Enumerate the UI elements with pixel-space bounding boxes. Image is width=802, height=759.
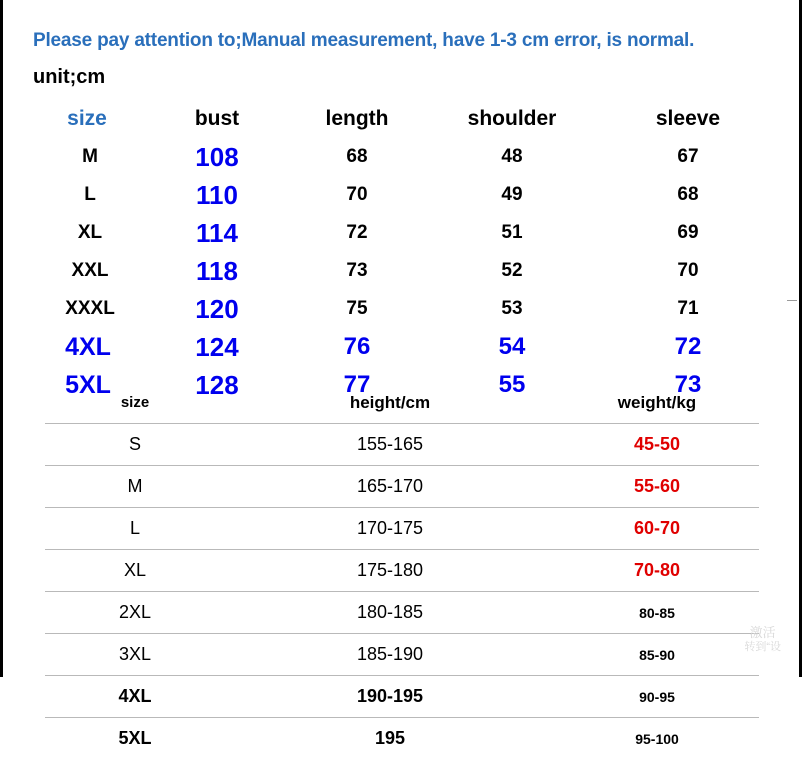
table-row <box>27 214 779 252</box>
cell-height: 155-165 <box>225 424 555 466</box>
cell-sleeve: 71 <box>597 290 779 328</box>
cell-size: M <box>45 466 225 508</box>
cell-shoulder: 49 <box>427 176 597 214</box>
cell-size: 5XL <box>45 718 225 759</box>
cell-shoulder: 51 <box>427 214 597 252</box>
cell-length: 76 <box>287 328 427 366</box>
watermark-line-1: 激活 <box>744 625 781 640</box>
watermark <box>744 625 781 655</box>
cell-size: 4XL <box>27 328 147 366</box>
cell-bust: 124 <box>147 328 287 366</box>
cell-size: XXL <box>27 252 147 290</box>
cell-shoulder: 48 <box>427 138 597 176</box>
cell-height: 190-195 <box>225 676 555 718</box>
cell-sleeve: 68 <box>597 176 779 214</box>
header-shoulder: shoulder <box>427 100 597 138</box>
table-row <box>45 634 759 676</box>
cell-weight: 70-80 <box>555 550 759 592</box>
cell-sleeve: 67 <box>597 138 779 176</box>
cell-size: S <box>45 424 225 466</box>
cell-bust: 128 <box>147 366 287 404</box>
cell-size: M <box>27 138 147 176</box>
cell-length: 75 <box>287 290 427 328</box>
cell-size: XL <box>27 214 147 252</box>
cell-weight: 90-95 <box>555 676 759 718</box>
header-weight: weight/kg <box>555 382 759 424</box>
cell-bust: 108 <box>147 138 287 176</box>
cell-sleeve: 73 <box>597 366 779 404</box>
body-size-table <box>45 382 759 759</box>
header-bust: bust <box>147 100 287 138</box>
cell-weight: 80-85 <box>555 592 759 634</box>
cell-shoulder: 52 <box>427 252 597 290</box>
table-row <box>27 290 779 328</box>
table-row <box>27 328 779 366</box>
cell-length: 72 <box>287 214 427 252</box>
cell-shoulder: 53 <box>427 290 597 328</box>
cell-size: XL <box>45 550 225 592</box>
cell-height: 185-190 <box>225 634 555 676</box>
edge-tick-mark <box>787 300 797 301</box>
table-row <box>27 176 779 214</box>
cell-length: 77 <box>287 366 427 404</box>
cell-bust: 114 <box>147 214 287 252</box>
header-size: size <box>27 100 147 138</box>
measurement-notice: Please pay attention to;Manual measurement, have 1-3 cm error, is normal. <box>33 30 694 52</box>
table-header-row <box>45 382 759 424</box>
header-size: size <box>45 382 225 424</box>
watermark-line-2: 转到“设 <box>744 640 781 655</box>
table-row <box>27 252 779 290</box>
cell-weight: 45-50 <box>555 424 759 466</box>
cell-height: 170-175 <box>225 508 555 550</box>
table-row <box>45 550 759 592</box>
table-row <box>45 508 759 550</box>
table-row <box>45 466 759 508</box>
cell-sleeve: 69 <box>597 214 779 252</box>
cell-weight: 60-70 <box>555 508 759 550</box>
cell-bust: 120 <box>147 290 287 328</box>
cell-bust: 110 <box>147 176 287 214</box>
cell-shoulder: 55 <box>427 366 597 404</box>
cell-length: 70 <box>287 176 427 214</box>
cell-weight: 85-90 <box>555 634 759 676</box>
unit-label: unit;cm <box>33 66 105 89</box>
cell-height: 175-180 <box>225 550 555 592</box>
cell-height: 180-185 <box>225 592 555 634</box>
table-row <box>45 424 759 466</box>
table-row <box>45 676 759 718</box>
table-header-row <box>27 100 779 138</box>
header-height: height/cm <box>225 382 555 424</box>
cell-bust: 118 <box>147 252 287 290</box>
cell-size: 2XL <box>45 592 225 634</box>
cell-weight: 55-60 <box>555 466 759 508</box>
cell-weight: 95-100 <box>555 718 759 759</box>
cell-shoulder: 54 <box>427 328 597 366</box>
cell-size: L <box>27 176 147 214</box>
table-row <box>27 138 779 176</box>
cell-height: 195 <box>225 718 555 759</box>
cell-size: 3XL <box>45 634 225 676</box>
table-row <box>45 592 759 634</box>
cell-length: 73 <box>287 252 427 290</box>
cell-sleeve: 72 <box>597 328 779 366</box>
cell-size: L <box>45 508 225 550</box>
garment-measurement-table <box>27 100 779 404</box>
cell-size: 4XL <box>45 676 225 718</box>
header-sleeve: sleeve <box>597 100 779 138</box>
header-length: length <box>287 100 427 138</box>
cell-height: 165-170 <box>225 466 555 508</box>
table-row <box>45 718 759 759</box>
cell-length: 68 <box>287 138 427 176</box>
cell-sleeve: 70 <box>597 252 779 290</box>
cell-size: XXXL <box>27 290 147 328</box>
cell-size: 5XL <box>27 366 147 404</box>
